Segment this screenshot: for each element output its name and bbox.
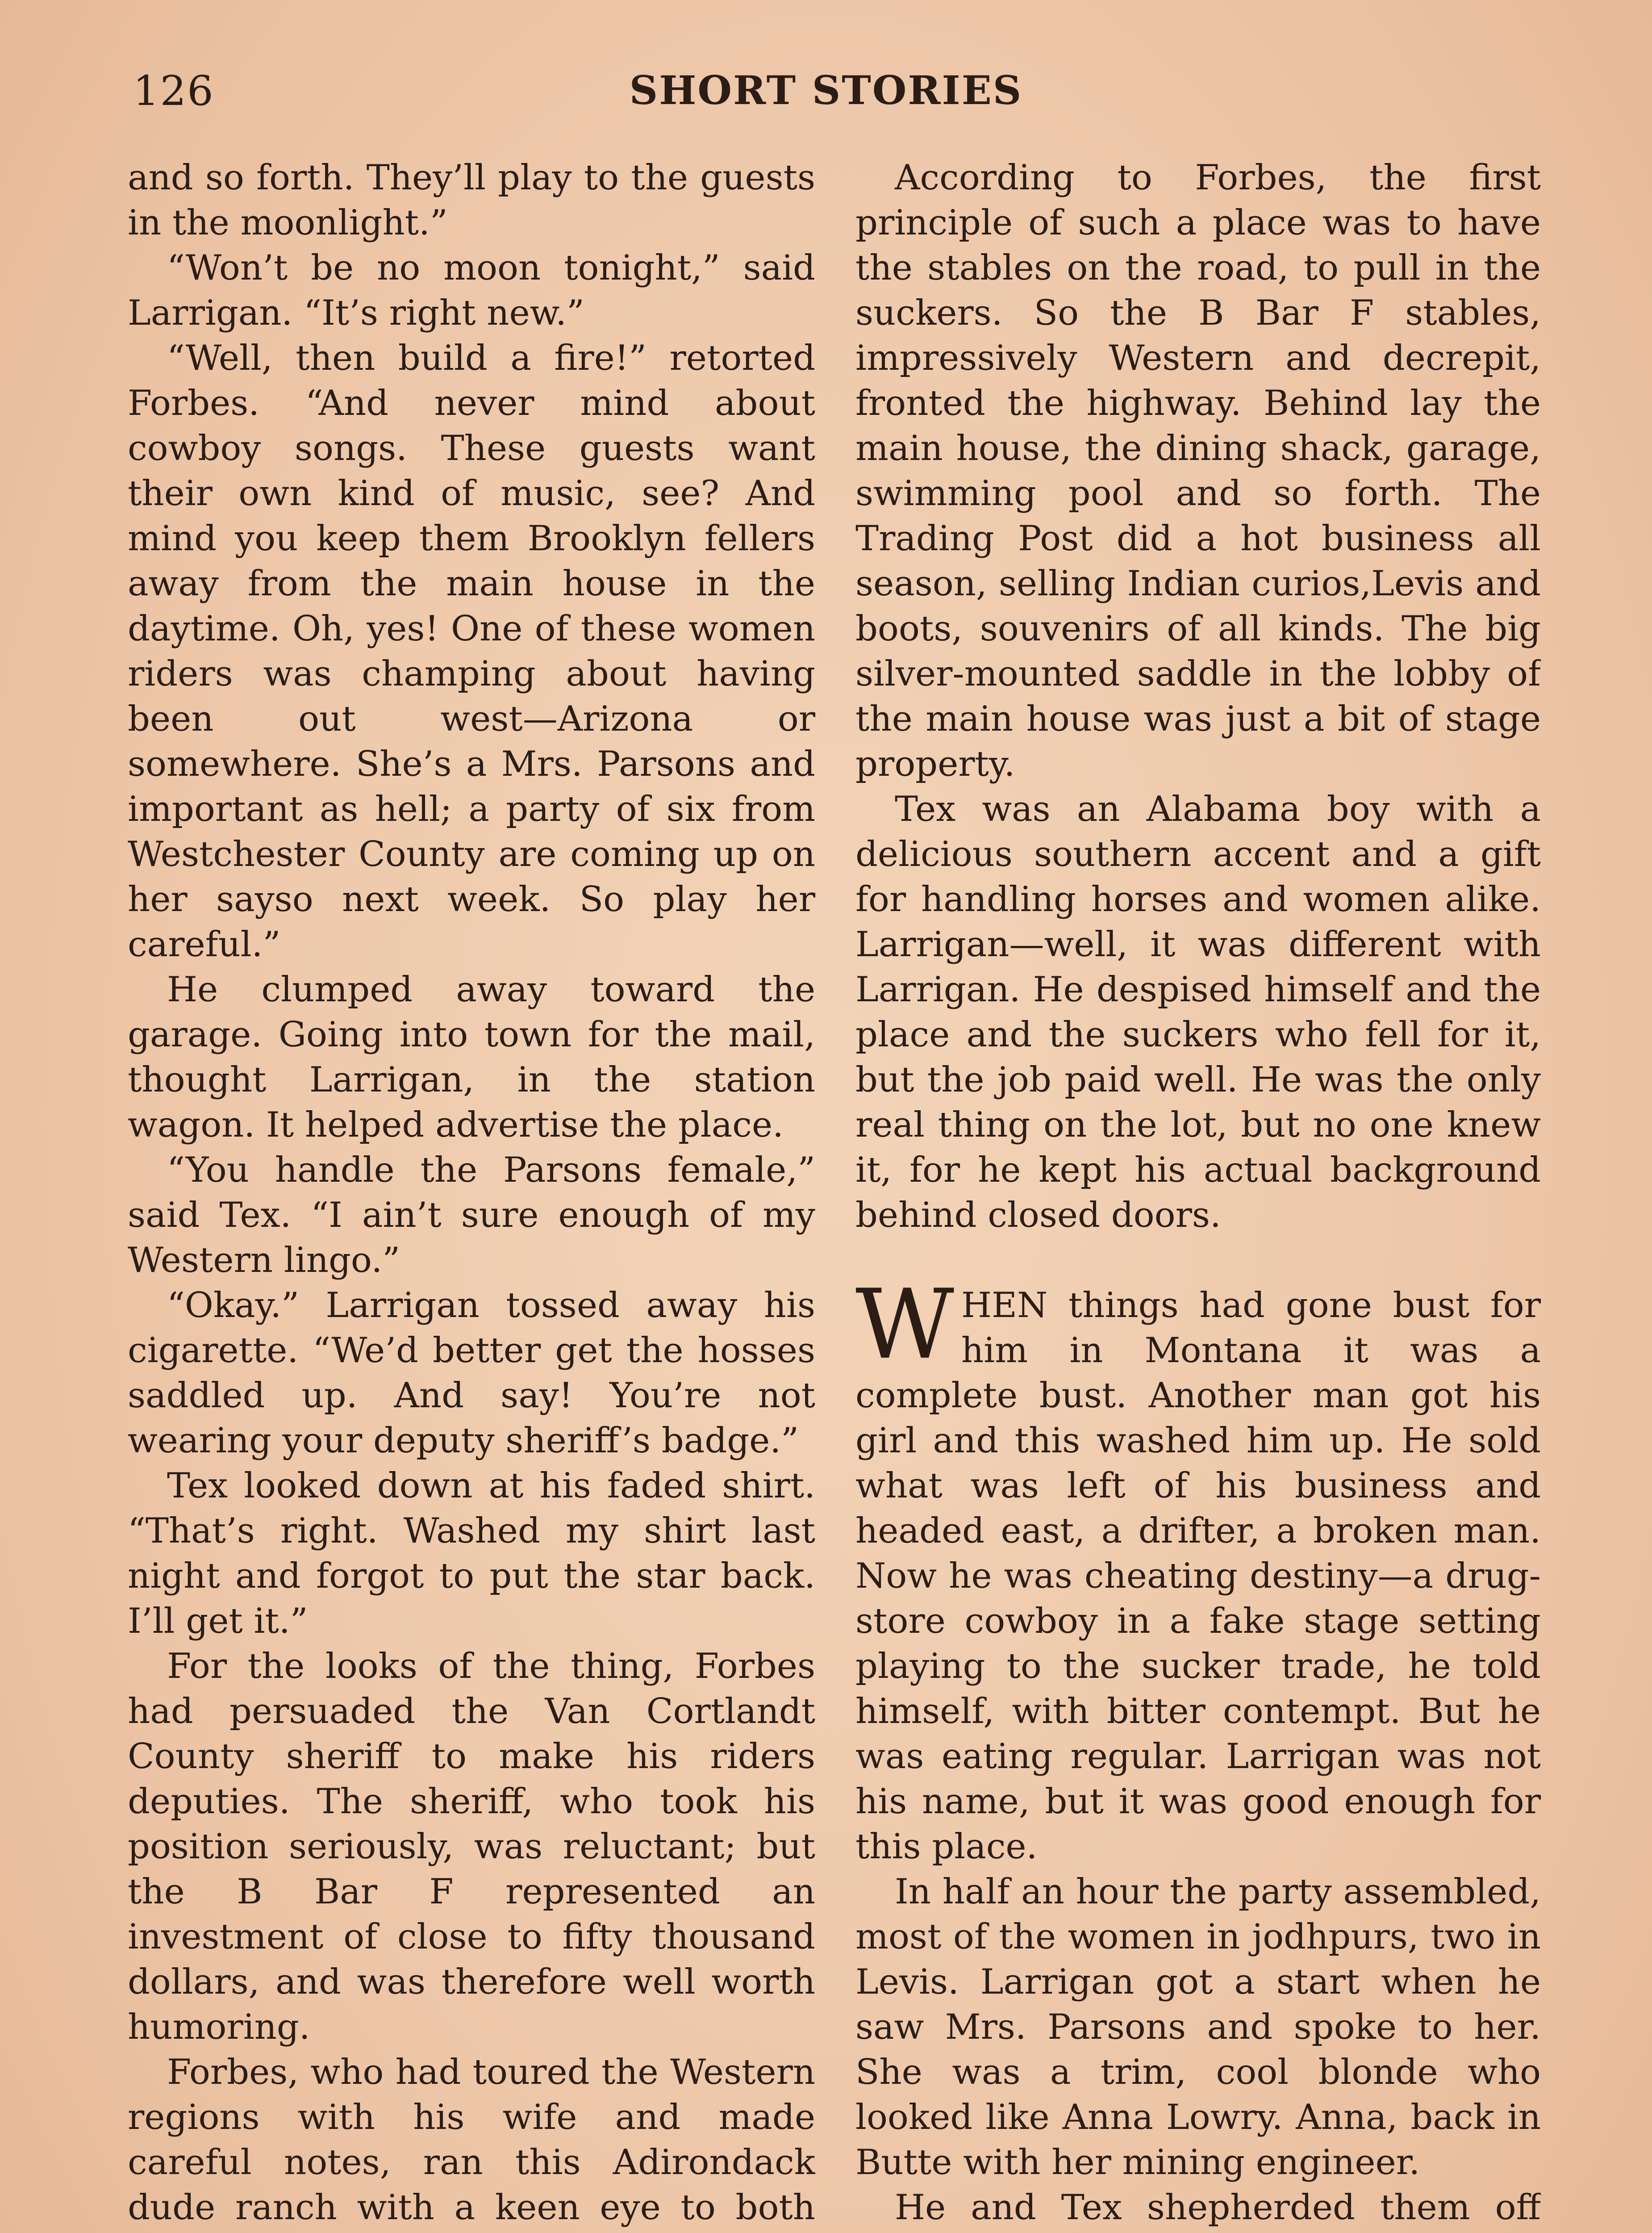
paragraph: “Well, then build a fire!” retorted Forbes. “And never mind about cowboy songs. These guests want their own kind of music, see? And mind you keep them Brooklyn fellers away from the main house in the daytime. Oh, yes! One of these women riders was champing about having been out west—Arizona or somewhere. She’s a Mrs. Parsons and important as hell; a party of six from Westchester County are coming up on her sayso next week. So play her careful.” bbox=[128, 338, 815, 965]
section-opening-text: HEN things had gone bust for him in Montana it was a complete bust. Another man got his girl and this washed him up. He sold what was left of his business and headed east, a drifter, a broken man. Now he was cheating destiny—a drug-store cowboy in a fake stage setting playing to the sucker trade, he told himself, with bitter contempt. But he was eating regular. Larrigan was not his name, but it was good enough for this place. bbox=[855, 1285, 1541, 1867]
paragraph: According to Forbes, the first principle of such a place was to have the stables on the road, to pull in the suckers. So the B Bar F stables, impressively Western and decrepit, fronted the highway. Behind lay the main house, the dining shack, garage, swimming pool and so forth. The Trading Post did a hot business all season, selling Indian curios,Levis and boots, souvenirs of all kinds. The big silver-mounted saddle in the lobby of the main house was just a bit of stage property. bbox=[855, 158, 1541, 784]
running-head-title: SHORT STORIES bbox=[629, 67, 1023, 113]
section-opening-paragraph bbox=[855, 1268, 1541, 1869]
paragraph: Forbes, who had toured the Western regions with his wife and made careful notes, ran this Adirondack dude ranch with a keen eye to both bbox=[128, 2052, 815, 2228]
page-number: 126 bbox=[133, 67, 214, 115]
paragraph: He clumped away toward the garage. Going into town for the mail, thought Larrigan, in the station wagon. It helped advertise the place. bbox=[128, 970, 815, 1145]
paragraph: He and Tex shepherded them off bbox=[895, 2187, 1541, 2228]
paragraph: and so forth. They’ll play to the guests in the moonlight.” bbox=[128, 158, 815, 243]
paragraph: “Okay.” Larrigan tossed away his cigarette. “We’d better get the hosses saddled up. And say! You’re not wearing your deputy sheriff’s badge.” bbox=[128, 1285, 815, 1461]
paragraph: In half an hour the party assembled, most of the women in jodhpurs, two in Levis. Larrigan got a start when he saw Mrs. Parsons and spoke to her. She was a trim, cool blonde who looked like Anna Lowry. Anna, back in Butte with her mining engineer. bbox=[855, 1872, 1541, 2183]
paragraph: For the looks of the thing, Forbes had persuaded the Van Cortlandt County sheriff to make his riders deputies. The sheriff, who took his position seriously, was reluctant; but the B Bar F represented an investment of close to fifty thousand dollars, and was therefore well worth humoring. bbox=[128, 1646, 815, 2047]
paragraph: Tex was an Alabama boy with a delicious southern accent and a gift for handling horses and women alike. Larrigan—well, it was different with Larrigan. He despised himself and the place and the suckers who fell for it, but the job paid well. He was the only real thing on the lot, but no one knew it, for he kept his actual background behind closed doors. bbox=[855, 789, 1541, 1235]
left-column bbox=[128, 155, 815, 2233]
paragraph: “Won’t be no moon tonight,” said Larrigan. “It’s right new.” bbox=[128, 248, 815, 333]
paragraph: Tex looked down at his faded shirt. “That’s right. Washed my shirt last night and forgot to put the star back. I’ll get it.” bbox=[128, 1466, 815, 1641]
drop-cap: W bbox=[855, 1268, 954, 1380]
right-column bbox=[855, 155, 1541, 2233]
section-break bbox=[855, 1238, 1541, 1283]
paragraph: “You handle the Parsons female,” said Tex. “I ain’t sure enough of my Western lingo.” bbox=[128, 1150, 815, 1280]
